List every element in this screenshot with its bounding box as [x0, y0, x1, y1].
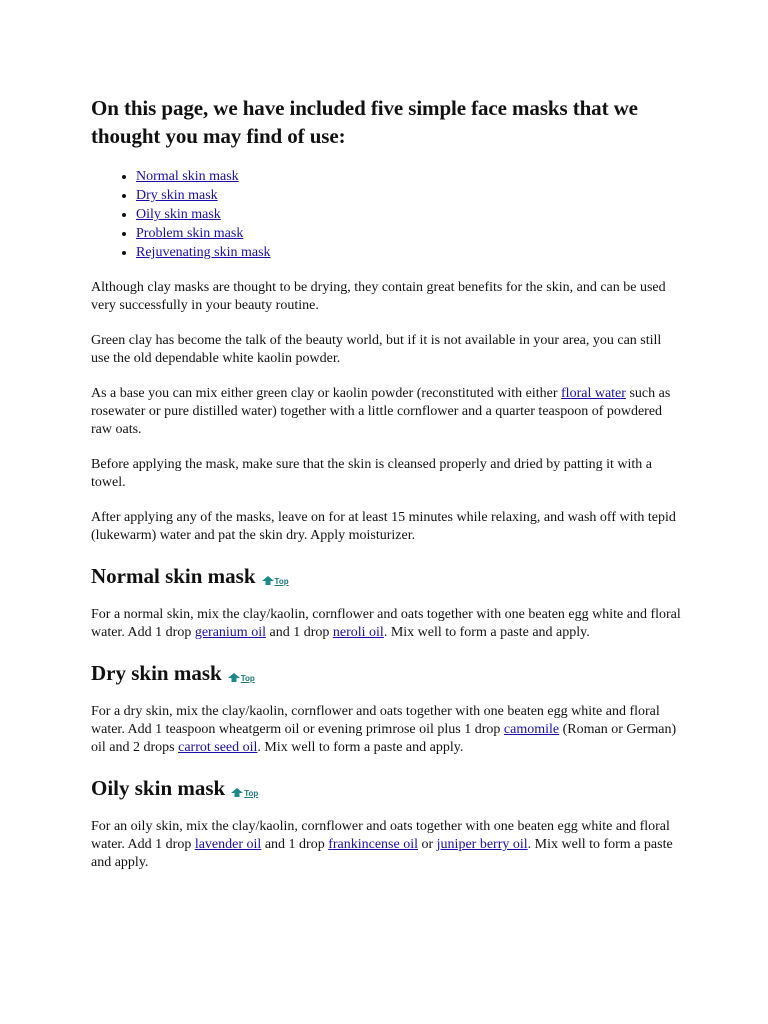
back-to-top-link[interactable] [228, 673, 255, 683]
toc-item [136, 205, 681, 224]
intro-paragraph-4: Before applying the mask, make sure that the skin is cleansed properly and dried by patting it with a towel. [91, 457, 653, 490]
top-label: Top [240, 673, 255, 683]
intro-paragraph-2: Green clay has become the talk of the beauty world, but if it is not available in your area, you can still use the old dependable white kaolin powder. [91, 333, 662, 366]
table-of-contents [91, 167, 681, 262]
top-label: Top [244, 788, 259, 798]
back-to-top-link[interactable] [231, 788, 258, 798]
juniper-berry-oil-link[interactable]: juniper berry oil [436, 837, 528, 852]
paragraph-text: . Mix well to form a paste and apply. [257, 740, 464, 755]
toc-link-problem-skin-mask[interactable]: Problem skin mask [136, 226, 244, 241]
section-heading-oily-skin-mask [91, 774, 681, 802]
back-to-top-link[interactable] [262, 576, 289, 586]
toc-link-oily-skin-mask[interactable]: Oily skin mask [136, 207, 221, 222]
frankincense-oil-link[interactable]: frankincense oil [328, 837, 418, 852]
toc-link-normal-skin-mask[interactable]: Normal skin mask [136, 169, 239, 184]
document-page [91, 94, 681, 889]
toc-link-dry-skin-mask[interactable]: Dry skin mask [136, 188, 218, 203]
paragraph-text: and 1 drop [261, 837, 329, 852]
camomile-link[interactable]: camomile [503, 722, 560, 737]
neroli-oil-link[interactable]: neroli oil [332, 625, 384, 640]
toc-item [136, 167, 681, 186]
section-heading-dry-skin-mask [91, 659, 681, 687]
up-arrow-icon [228, 673, 240, 683]
up-arrow-icon [262, 576, 274, 586]
paragraph-text: For an oily skin, mix the clay/kaolin, cornflower and oats together with one beaten egg white and floral water. Add 1 drop [91, 819, 670, 852]
section-heading-text: Dry skin mask [91, 661, 222, 685]
paragraph-text: . Mix well to form a paste and apply. [91, 837, 673, 870]
paragraph-text: and 1 drop [265, 625, 333, 640]
toc-item [136, 186, 681, 205]
page-title: On this page, we have included five simple face masks that we thought you may find of use: [91, 96, 638, 148]
paragraph-text: or [418, 837, 437, 852]
paragraph-text: For a dry skin, mix the clay/kaolin, cornflower and oats together with one beaten egg white and floral water. Add 1 teaspoon wheatgerm oil or evening primrose oil plus 1 drop [91, 704, 660, 737]
floral-water-link[interactable]: floral water [561, 386, 626, 401]
top-label: Top [274, 576, 289, 586]
section-heading-text: Normal skin mask [91, 564, 256, 588]
intro-text: such as rosewater or pure distilled water) together with a little cornflower and a quarter teaspoon of powdered raw oats. [91, 386, 671, 437]
paragraph-text: . Mix well to form a paste and apply. [383, 625, 590, 640]
intro-text: As a base you can mix either green clay or kaolin powder (reconstituted with either [91, 386, 562, 401]
intro-paragraph-5: After applying any of the masks, leave on for at least 15 minutes while relaxing, and wash off with tepid (lukewarm) water and pat the skin dry. Apply moisturizer. [91, 510, 676, 543]
toc-item [136, 224, 681, 243]
normal-skin-mask-paragraph [91, 606, 681, 642]
intro-paragraph-3 [91, 385, 681, 439]
oily-skin-mask-paragraph [91, 818, 681, 872]
geranium-oil-link[interactable]: geranium oil [194, 625, 266, 640]
up-arrow-icon [231, 788, 243, 798]
dry-skin-mask-paragraph [91, 703, 681, 757]
section-heading-text: Oily skin mask [91, 776, 226, 800]
toc-link-rejuvenating-skin-mask[interactable]: Rejuvenating skin mask [136, 245, 271, 260]
toc-item [136, 243, 681, 262]
paragraph-text: (Roman or German) oil and 2 drops [91, 722, 677, 755]
carrot-seed-oil-link[interactable]: carrot seed oil [178, 740, 258, 755]
lavender-oil-link[interactable]: lavender oil [194, 837, 262, 852]
intro-paragraph-1: Although clay masks are thought to be drying, they contain great benefits for the skin, and can be used very successfully in your beauty routine. [91, 280, 666, 313]
section-heading-normal-skin-mask [91, 562, 681, 590]
paragraph-text: For a normal skin, mix the clay/kaolin, cornflower and oats together with one beaten egg white and floral water. Add 1 drop [91, 607, 681, 640]
